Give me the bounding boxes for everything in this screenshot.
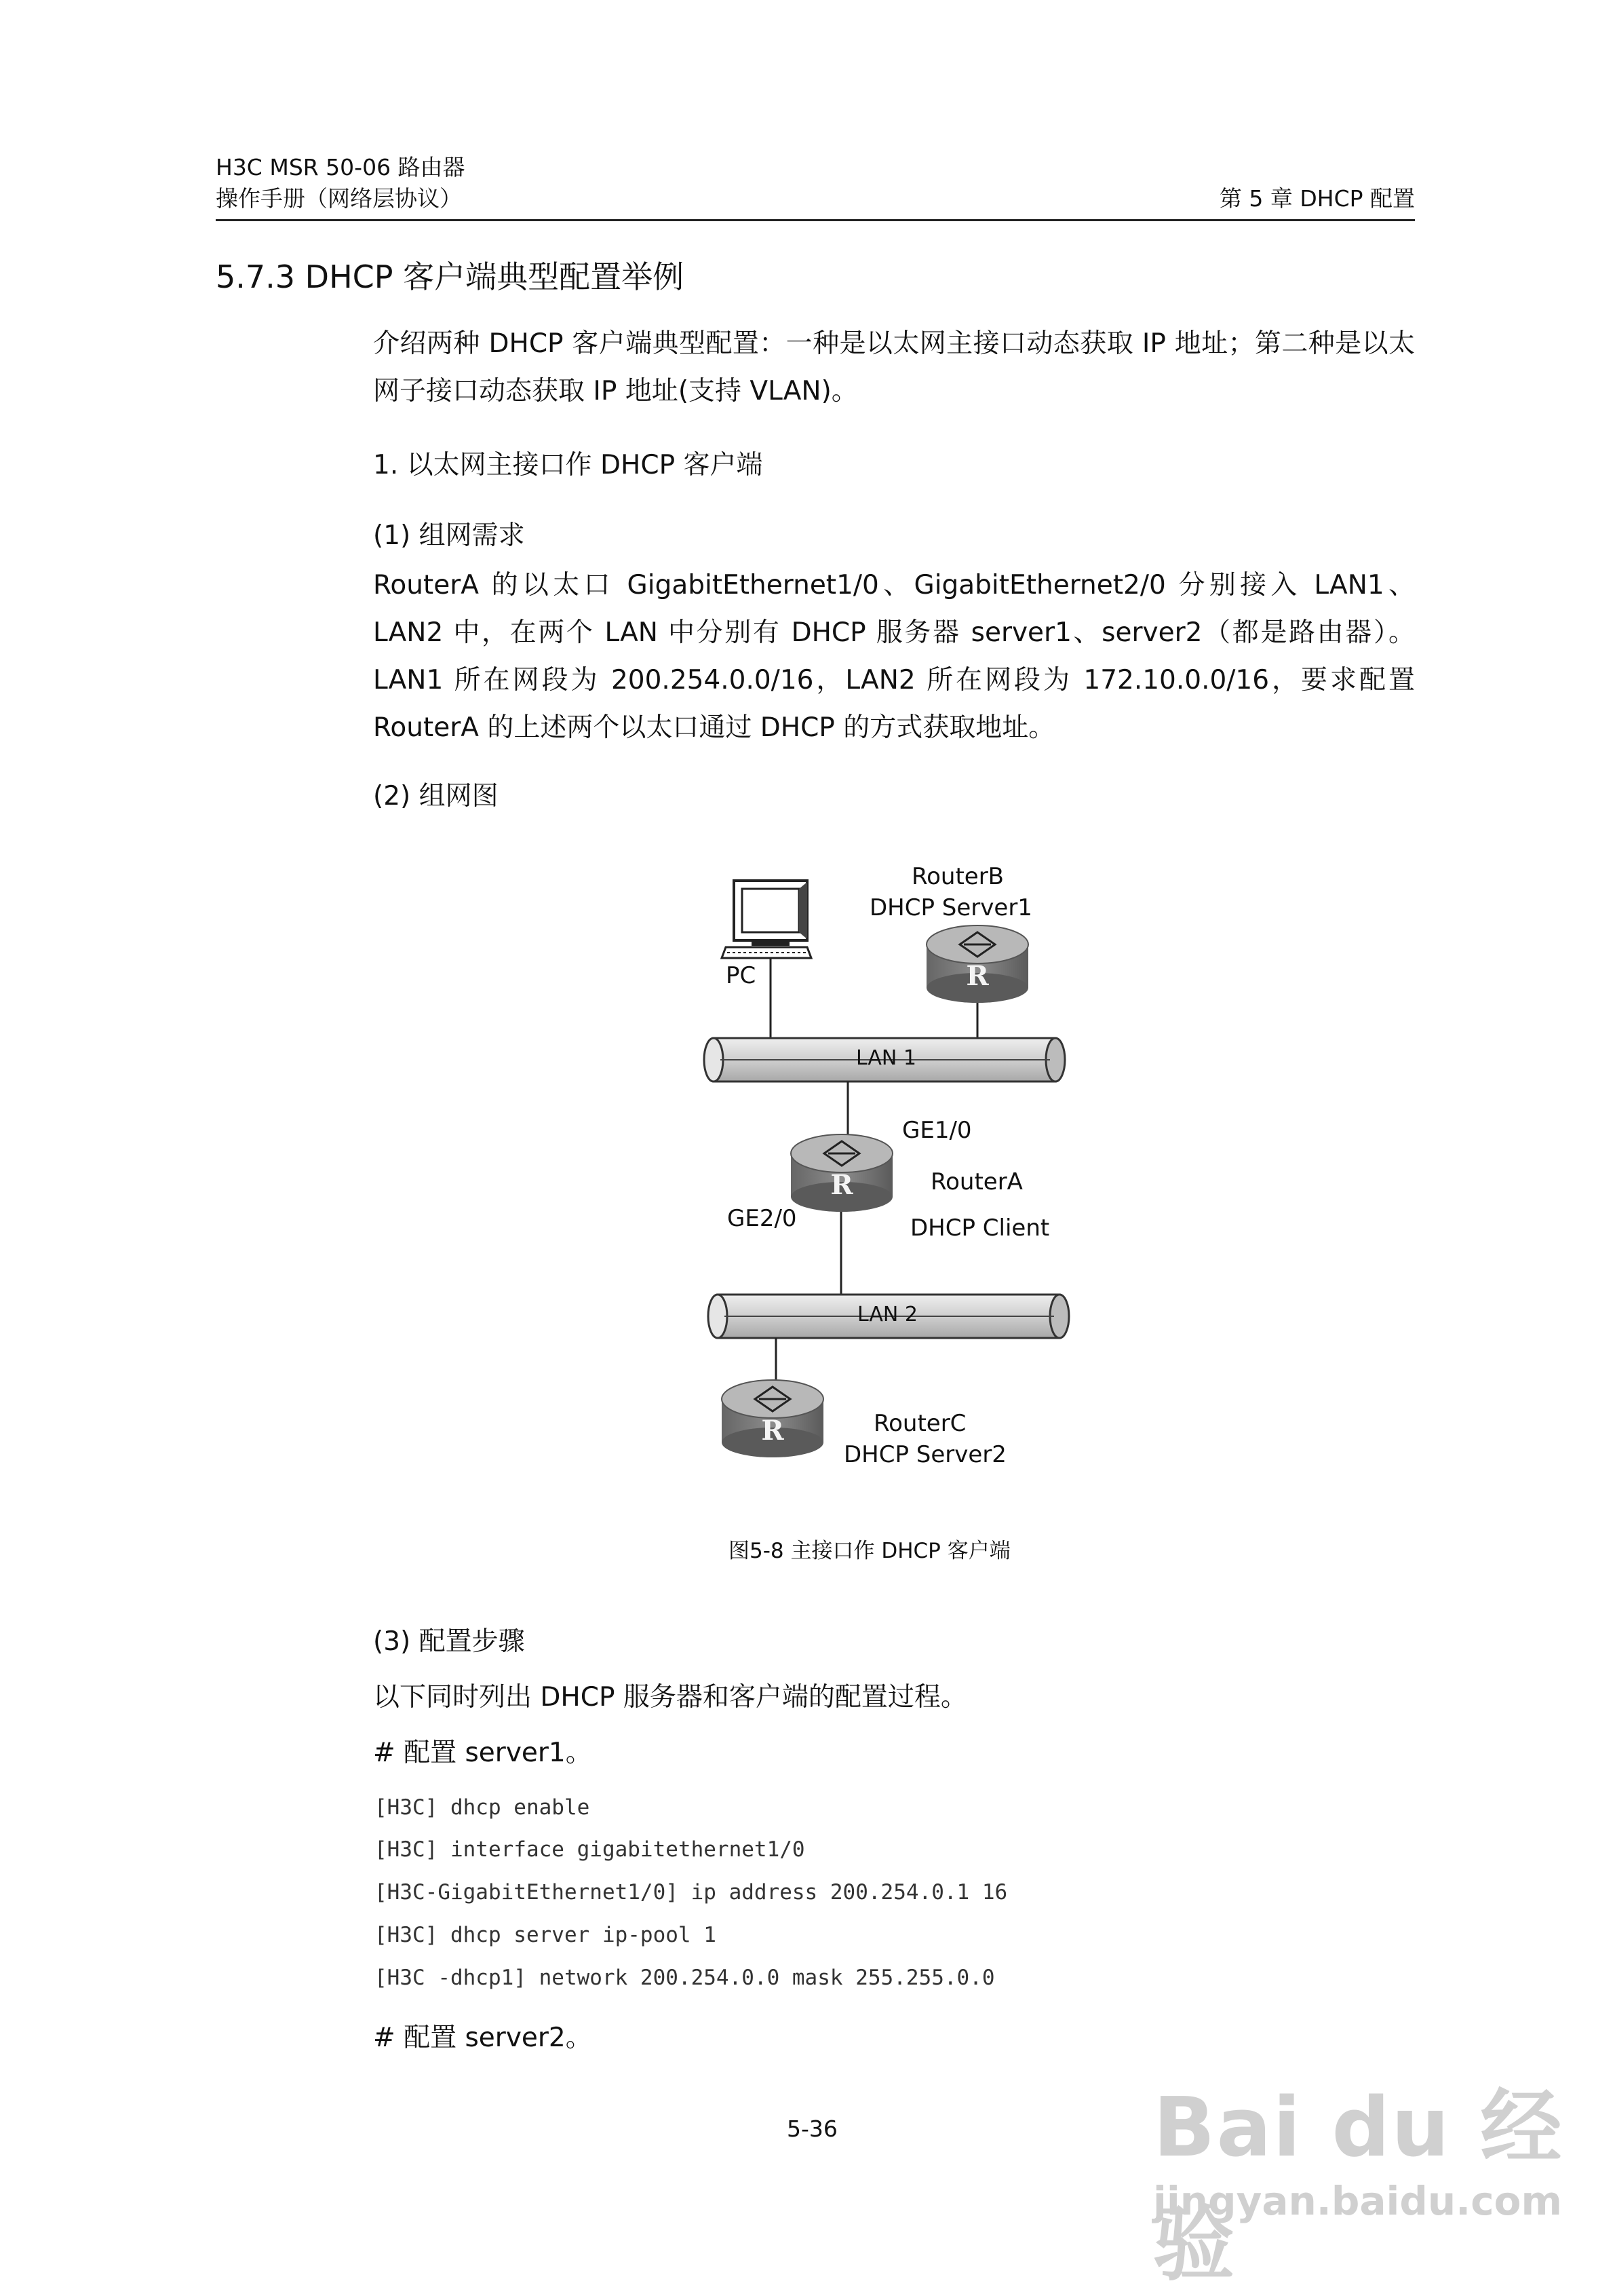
pc-label: PC <box>726 962 756 989</box>
routerC-name: RouterC <box>874 1410 967 1437</box>
ge1-label: GE1/0 <box>902 1117 972 1144</box>
code-line: [H3C] dhcp enable <box>374 1795 590 1820</box>
header-manual: 操作手册（网络层协议） <box>216 185 462 212</box>
config-server1: # 配置 server1。 <box>373 1738 592 1768</box>
routerA-name: RouterA <box>931 1168 1023 1195</box>
step2-title: (2) 组网图 <box>373 781 499 811</box>
lan1-label: LAN 1 <box>856 1046 916 1070</box>
routerB-glyph: R <box>966 960 989 992</box>
ge2-label: GE2/0 <box>727 1205 797 1232</box>
page-number: 5-36 <box>787 2116 838 2142</box>
requirement-paragraph: RouterA 的以太口 GigabitEthernet1/0、GigabitEthernet2/0 分别接入 LAN1、LAN2 中，在两个 LAN 中分别有 DHCP 服务器 server1、server2（都是路由器）。LAN1 所在网段为 200.254.0.0/16，LAN2 所在网段为 172.10.0.0/16，要求配置 RouterA 的上述两个以太口通过 DHCP 的方式获取地址。 <box>373 570 1415 743</box>
pc-icon <box>722 881 811 958</box>
code-line: [H3C] interface gigabitethernet1/0 <box>374 1837 805 1862</box>
section-title: 5.7.3 DHCP 客户端典型配置举例 <box>216 259 684 295</box>
figure-caption: 图5-8 主接口作 DHCP 客户端 <box>728 1539 1011 1563</box>
header-chapter: 第 5 章 DHCP 配置 <box>1219 185 1415 212</box>
routerA-role: DHCP Client <box>910 1214 1050 1242</box>
step3-title: (3) 配置步骤 <box>373 1626 525 1657</box>
watermark-logo: Bai du 经验 <box>1153 2081 1563 2292</box>
step3-text: 以下同时列出 DHCP 服务器和客户端的配置过程。 <box>373 1682 967 1713</box>
routerB-role: DHCP Server1 <box>870 894 1032 921</box>
routerB-name: RouterB <box>912 863 1004 890</box>
lan2-label: LAN 2 <box>857 1303 918 1326</box>
code-line: [H3C] dhcp server ip-pool 1 <box>374 1923 716 1947</box>
watermark-url: jingyan.baidu.com <box>1153 2178 1562 2224</box>
intro-paragraph: 介绍两种 DHCP 客户端典型配置：一种是以太网主接口动态获取 IP 地址；第二种是以太网子接口动态获取 IP 地址(支持 VLAN)。 <box>373 328 1415 406</box>
routerB-icon <box>927 925 1028 1003</box>
code-line: [H3C -dhcp1] network 200.254.0.0 mask 255.255.0.0 <box>374 1966 995 1990</box>
routerA-icon <box>791 1134 893 1212</box>
routerC-role: DHCP Server2 <box>844 1441 1007 1468</box>
routerA-glyph: R <box>830 1169 853 1201</box>
header-product: H3C MSR 50-06 路由器 <box>216 154 465 180</box>
routerC-glyph: R <box>761 1415 784 1447</box>
step1-title: (1) 组网需求 <box>373 520 525 551</box>
code-line: [H3C-GigabitEthernet1/0] ip address 200.254.0.1 16 <box>374 1880 1008 1905</box>
subsection-title: 1. 以太网主接口作 DHCP 客户端 <box>373 450 763 480</box>
routerC-icon <box>722 1380 823 1457</box>
config-server2: # 配置 server2。 <box>373 2023 592 2053</box>
